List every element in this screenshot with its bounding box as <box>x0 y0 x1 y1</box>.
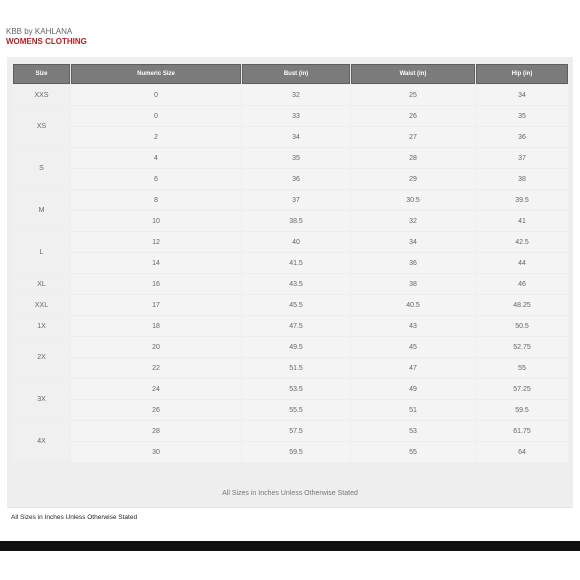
table-cell: 45.5 <box>242 295 350 315</box>
table-cell: 33 <box>242 106 350 126</box>
table-cell: 38 <box>351 274 475 294</box>
table-cell: 38.5 <box>242 211 350 231</box>
table-cell: 57.5 <box>242 421 350 441</box>
table-cell: 46 <box>476 274 568 294</box>
bottom-bar <box>0 541 580 551</box>
table-cell: 41 <box>476 211 568 231</box>
table-cell: 43 <box>351 316 475 336</box>
column-header: Numeric Size <box>71 64 241 84</box>
table-cell: 37 <box>242 190 350 210</box>
table-cell: 18 <box>71 316 241 336</box>
table-cell: 57.25 <box>476 379 568 399</box>
table-cell: 32 <box>242 85 350 105</box>
table-cell: 44 <box>476 253 568 273</box>
table-body <box>13 85 568 462</box>
table-cell: 0 <box>71 85 241 105</box>
column-header: Size <box>13 64 70 84</box>
table-cell: 30.5 <box>351 190 475 210</box>
table-cell: 53 <box>351 421 475 441</box>
size-cell: 2X <box>13 337 70 378</box>
column-header: Waist (in) <box>351 64 475 84</box>
table-cell: 17 <box>71 295 241 315</box>
table-cell: 25 <box>351 85 475 105</box>
table-cell: 53.5 <box>242 379 350 399</box>
table-cell: 2 <box>71 127 241 147</box>
size-cell: L <box>13 232 70 273</box>
table-cell: 55.5 <box>242 400 350 420</box>
table-cell: 36 <box>351 253 475 273</box>
table-cell: 22 <box>71 358 241 378</box>
size-cell: XXL <box>13 295 70 315</box>
table-cell: 14 <box>71 253 241 273</box>
table-cell: 34 <box>476 85 568 105</box>
footer-note-box <box>7 507 573 530</box>
table-cell: 16 <box>71 274 241 294</box>
table-cell: 55 <box>351 442 475 462</box>
table-cell: 35 <box>242 148 350 168</box>
table-cell: 0 <box>71 106 241 126</box>
table-row <box>13 400 568 420</box>
table-cell: 42.5 <box>476 232 568 252</box>
table-cell: 43.5 <box>242 274 350 294</box>
table-cell: 52.75 <box>476 337 568 357</box>
size-cell: XS <box>13 106 70 147</box>
table-cell: 6 <box>71 169 241 189</box>
table-row <box>13 169 568 189</box>
table-cell: 27 <box>351 127 475 147</box>
table-row <box>13 190 568 210</box>
column-header: Hip (in) <box>476 64 568 84</box>
table-cell: 4 <box>71 148 241 168</box>
size-cell: S <box>13 148 70 189</box>
table-cell: 34 <box>351 232 475 252</box>
table-cell: 29 <box>351 169 475 189</box>
table-cell: 40.5 <box>351 295 475 315</box>
table-cell: 32 <box>351 211 475 231</box>
table-cell: 38 <box>476 169 568 189</box>
table-row <box>13 148 568 168</box>
table-cell: 61.75 <box>476 421 568 441</box>
table-header-row <box>13 64 568 84</box>
table-cell: 49.5 <box>242 337 350 357</box>
table-row <box>13 358 568 378</box>
table-row <box>13 337 568 357</box>
table-row <box>13 232 568 252</box>
table-cell: 40 <box>242 232 350 252</box>
table-cell: 49 <box>351 379 475 399</box>
table-row <box>13 106 568 126</box>
table-cell: 8 <box>71 190 241 210</box>
table-cell: 28 <box>351 148 475 168</box>
table-row <box>13 379 568 399</box>
table-cell: 26 <box>351 106 475 126</box>
table-row <box>13 421 568 441</box>
table-cell: 37 <box>476 148 568 168</box>
table-cell: 36 <box>242 169 350 189</box>
size-cell: 4X <box>13 421 70 462</box>
size-cell: 3X <box>13 379 70 420</box>
footer-note: All Sizes in Inches Unless Otherwise Stated <box>11 514 138 521</box>
page-subtitle: WOMENS CLOTHING <box>6 37 87 46</box>
size-cell: 1X <box>13 316 70 336</box>
table-cell: 45 <box>351 337 475 357</box>
table-cell: 12 <box>71 232 241 252</box>
size-cell: XL <box>13 274 70 294</box>
table-cell: 26 <box>71 400 241 420</box>
table-cell: 30 <box>71 442 241 462</box>
table-cell: 28 <box>71 421 241 441</box>
table-row <box>13 85 568 105</box>
table-cell: 50.5 <box>476 316 568 336</box>
table-cell: 48.25 <box>476 295 568 315</box>
table-cell: 59.5 <box>242 442 350 462</box>
size-chart-table <box>12 63 569 463</box>
table-cell: 59.5 <box>476 400 568 420</box>
table-row <box>13 253 568 273</box>
table-cell: 64 <box>476 442 568 462</box>
table-row <box>13 442 568 462</box>
table-row <box>13 316 568 336</box>
table-cell: 34 <box>242 127 350 147</box>
table-cell: 10 <box>71 211 241 231</box>
table-cell: 24 <box>71 379 241 399</box>
column-header: Bust (in) <box>242 64 350 84</box>
table-row <box>13 211 568 231</box>
size-cell: XXS <box>13 85 70 105</box>
table-row <box>13 295 568 315</box>
table-cell: 47.5 <box>242 316 350 336</box>
table-cell: 41.5 <box>242 253 350 273</box>
table-cell: 36 <box>476 127 568 147</box>
table-cell: 20 <box>71 337 241 357</box>
table-cell: 51 <box>351 400 475 420</box>
table-row <box>13 274 568 294</box>
table-cell: 55 <box>476 358 568 378</box>
table-row <box>13 127 568 147</box>
table-cell: 39.5 <box>476 190 568 210</box>
brand-name: KBB by KAHLANA <box>6 27 73 36</box>
size-cell: M <box>13 190 70 231</box>
table-footnote: All Sizes in Inches Unless Otherwise Stated <box>222 490 358 497</box>
table-cell: 51.5 <box>242 358 350 378</box>
table-cell: 47 <box>351 358 475 378</box>
table-cell: 35 <box>476 106 568 126</box>
